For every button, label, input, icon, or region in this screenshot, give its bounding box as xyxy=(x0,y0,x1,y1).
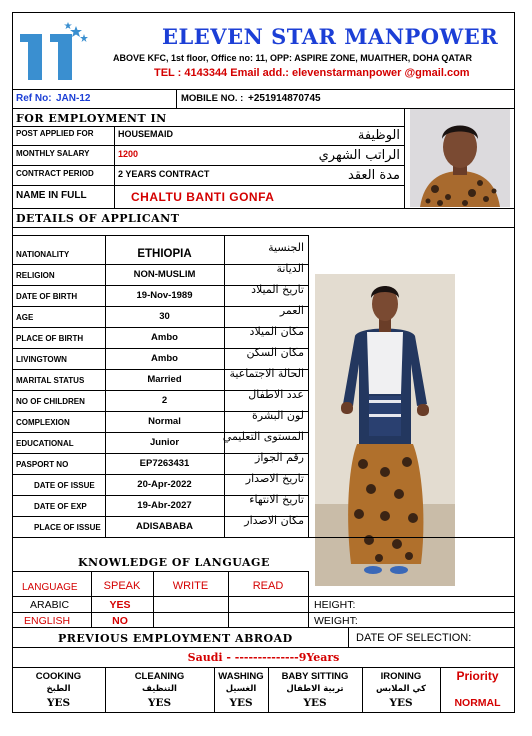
detail-arabic: الديانة xyxy=(276,262,304,275)
detail-label: NO OF CHILDREN xyxy=(16,397,85,406)
detail-value: 2 xyxy=(161,395,168,406)
language-section-title: KNOWLEDGE OF LANGUAGE xyxy=(78,556,270,569)
name-value: CHALTU BANTI GONFA xyxy=(131,190,275,204)
lang-row-arabic-speak: YES xyxy=(109,599,131,611)
previous-section-title: PREVIOUS EMPLOYMENT ABROAD xyxy=(58,632,293,645)
detail-label: COMPLEXION xyxy=(16,418,70,427)
employment-section-title: FOR EMPLOYMENT IN xyxy=(16,112,167,125)
detail-arabic: المستوى التعليمي xyxy=(222,430,304,443)
detail-label: PLACE OF BIRTH xyxy=(16,334,84,343)
detail-label: DATE OF ISSUE xyxy=(34,481,95,490)
detail-label: DATE OF EXP xyxy=(34,502,87,511)
detail-arabic: لون البشرة xyxy=(252,409,304,422)
detail-value: NON-MUSLIM xyxy=(133,269,196,280)
skill-arabic: التنظيف xyxy=(142,684,177,694)
detail-value: Ambo xyxy=(151,353,178,364)
post-arabic: الوظيفة xyxy=(357,128,400,143)
skill-value: YES xyxy=(147,697,172,709)
ref-value: JAN-12 xyxy=(56,93,91,104)
skill-label: IRONING xyxy=(380,671,422,682)
lang-header-speak: SPEAK xyxy=(103,580,141,592)
detail-arabic: مكان السكن xyxy=(246,346,304,359)
lang-row-arabic-name: ARABIC xyxy=(30,599,70,611)
applicant-full-photo xyxy=(315,274,455,586)
detail-arabic: مكان الميلاد xyxy=(249,325,304,338)
detail-value: 20-Apr-2022 xyxy=(137,479,192,490)
salary-value: 1200 xyxy=(118,149,139,159)
detail-label: DATE OF BIRTH xyxy=(16,292,78,301)
detail-value: Normal xyxy=(148,416,181,427)
previous-employment-entry: Saudi - --------------9Years xyxy=(187,651,340,664)
detail-label: NATIONALITY xyxy=(16,250,70,259)
skill-arabic: كي الملابس xyxy=(376,684,426,694)
priority-label: Priority xyxy=(456,669,499,683)
mobile-label: MOBILE NO. : xyxy=(181,93,244,104)
company-contact: TEL : 4143344 Email add.: elevenstarmanpower @gmail.com xyxy=(154,67,470,79)
skill-value: YES xyxy=(46,697,71,709)
lang-header-language: LANGUAGE xyxy=(22,582,78,593)
detail-arabic: الجنسية xyxy=(268,241,304,254)
details-section-title: DETAILS OF APPLICANT xyxy=(16,212,180,225)
detail-arabic: تاريخ الاصدار xyxy=(245,472,304,485)
priority-value: NORMAL xyxy=(454,697,501,709)
detail-label: AGE xyxy=(16,313,34,322)
detail-value: 30 xyxy=(159,311,170,322)
detail-label: MARITAL STATUS xyxy=(16,376,85,385)
lang-header-write: WRITE xyxy=(172,580,209,592)
salary-arabic: الراتب الشهري xyxy=(318,148,400,163)
company-address: ABOVE KFC, 1st floor, Office no: 11, OPP: ASPIRE ZONE, MUAITHER, DOHA QATAR xyxy=(113,53,473,63)
skill-label: CLEANING xyxy=(134,671,185,682)
detail-arabic: تاريخ الانتهاء xyxy=(249,493,304,506)
ref-label: Ref No: xyxy=(16,93,52,104)
skill-value: YES xyxy=(229,697,253,709)
detail-label: PLACE OF ISSUE xyxy=(34,523,101,532)
salary-label: MONTHLY SALARY xyxy=(16,149,90,158)
detail-label: LIVINGTOWN xyxy=(16,355,67,364)
date-of-selection-label: DATE OF SELECTION: xyxy=(356,632,472,644)
contract-label: CONTRACT PERIOD xyxy=(16,169,94,178)
post-label: POST APPLIED FOR xyxy=(16,129,94,138)
detail-arabic: العمر xyxy=(279,304,304,317)
skill-arabic: الطبخ xyxy=(46,684,71,694)
skill-value: YES xyxy=(389,697,413,709)
detail-arabic: تاريخ الميلاد xyxy=(251,283,304,296)
detail-value: Married xyxy=(147,374,182,385)
detail-value: Ambo xyxy=(151,332,178,343)
skill-label: COOKING xyxy=(35,671,82,682)
skill-arabic: تربية الاطفال xyxy=(286,684,344,694)
detail-arabic: الحالة الاجتماعية xyxy=(229,367,304,380)
detail-label: EDUCATIONAL xyxy=(16,439,74,448)
lang-row-english-name: ENGLISH xyxy=(24,615,71,627)
mobile-value: +251914870745 xyxy=(248,93,321,104)
lang-header-read: READ xyxy=(252,580,284,592)
detail-arabic: مكان الاصدار xyxy=(244,514,304,527)
detail-value: 19-Abr-2027 xyxy=(137,500,192,511)
detail-arabic: عدد الاطفال xyxy=(248,388,304,401)
contract-arabic: مدة العقد xyxy=(348,168,400,183)
skill-arabic: الغسيل xyxy=(225,684,257,694)
applicant-head-photo xyxy=(410,109,510,207)
detail-value: EP7263431 xyxy=(139,458,190,469)
lang-row-english-speak: NO xyxy=(112,615,128,627)
contract-value: 2 YEARS CONTRACT xyxy=(118,169,210,179)
weight-label: WEIGHT: xyxy=(314,615,358,627)
detail-arabic: رقم الجواز xyxy=(255,451,304,464)
detail-value: ADISABABA xyxy=(136,521,193,532)
skill-label: BABY SITTING xyxy=(281,671,349,682)
detail-value: Junior xyxy=(149,437,180,448)
detail-value: 19-Nov-1989 xyxy=(136,290,193,301)
skill-value: YES xyxy=(303,697,327,709)
detail-value: ETHIOPIA xyxy=(137,248,192,260)
detail-label: PASPORT NO xyxy=(16,460,69,469)
skill-label: WASHING xyxy=(218,671,264,682)
post-value: HOUSEMAID xyxy=(118,129,174,139)
height-label: HEIGHT: xyxy=(314,599,356,611)
detail-label: RELIGION xyxy=(16,271,55,280)
name-label: NAME IN FULL xyxy=(16,190,87,201)
company-logo xyxy=(18,20,90,84)
company-name: ELEVEN STAR MANPOWER xyxy=(162,24,499,49)
